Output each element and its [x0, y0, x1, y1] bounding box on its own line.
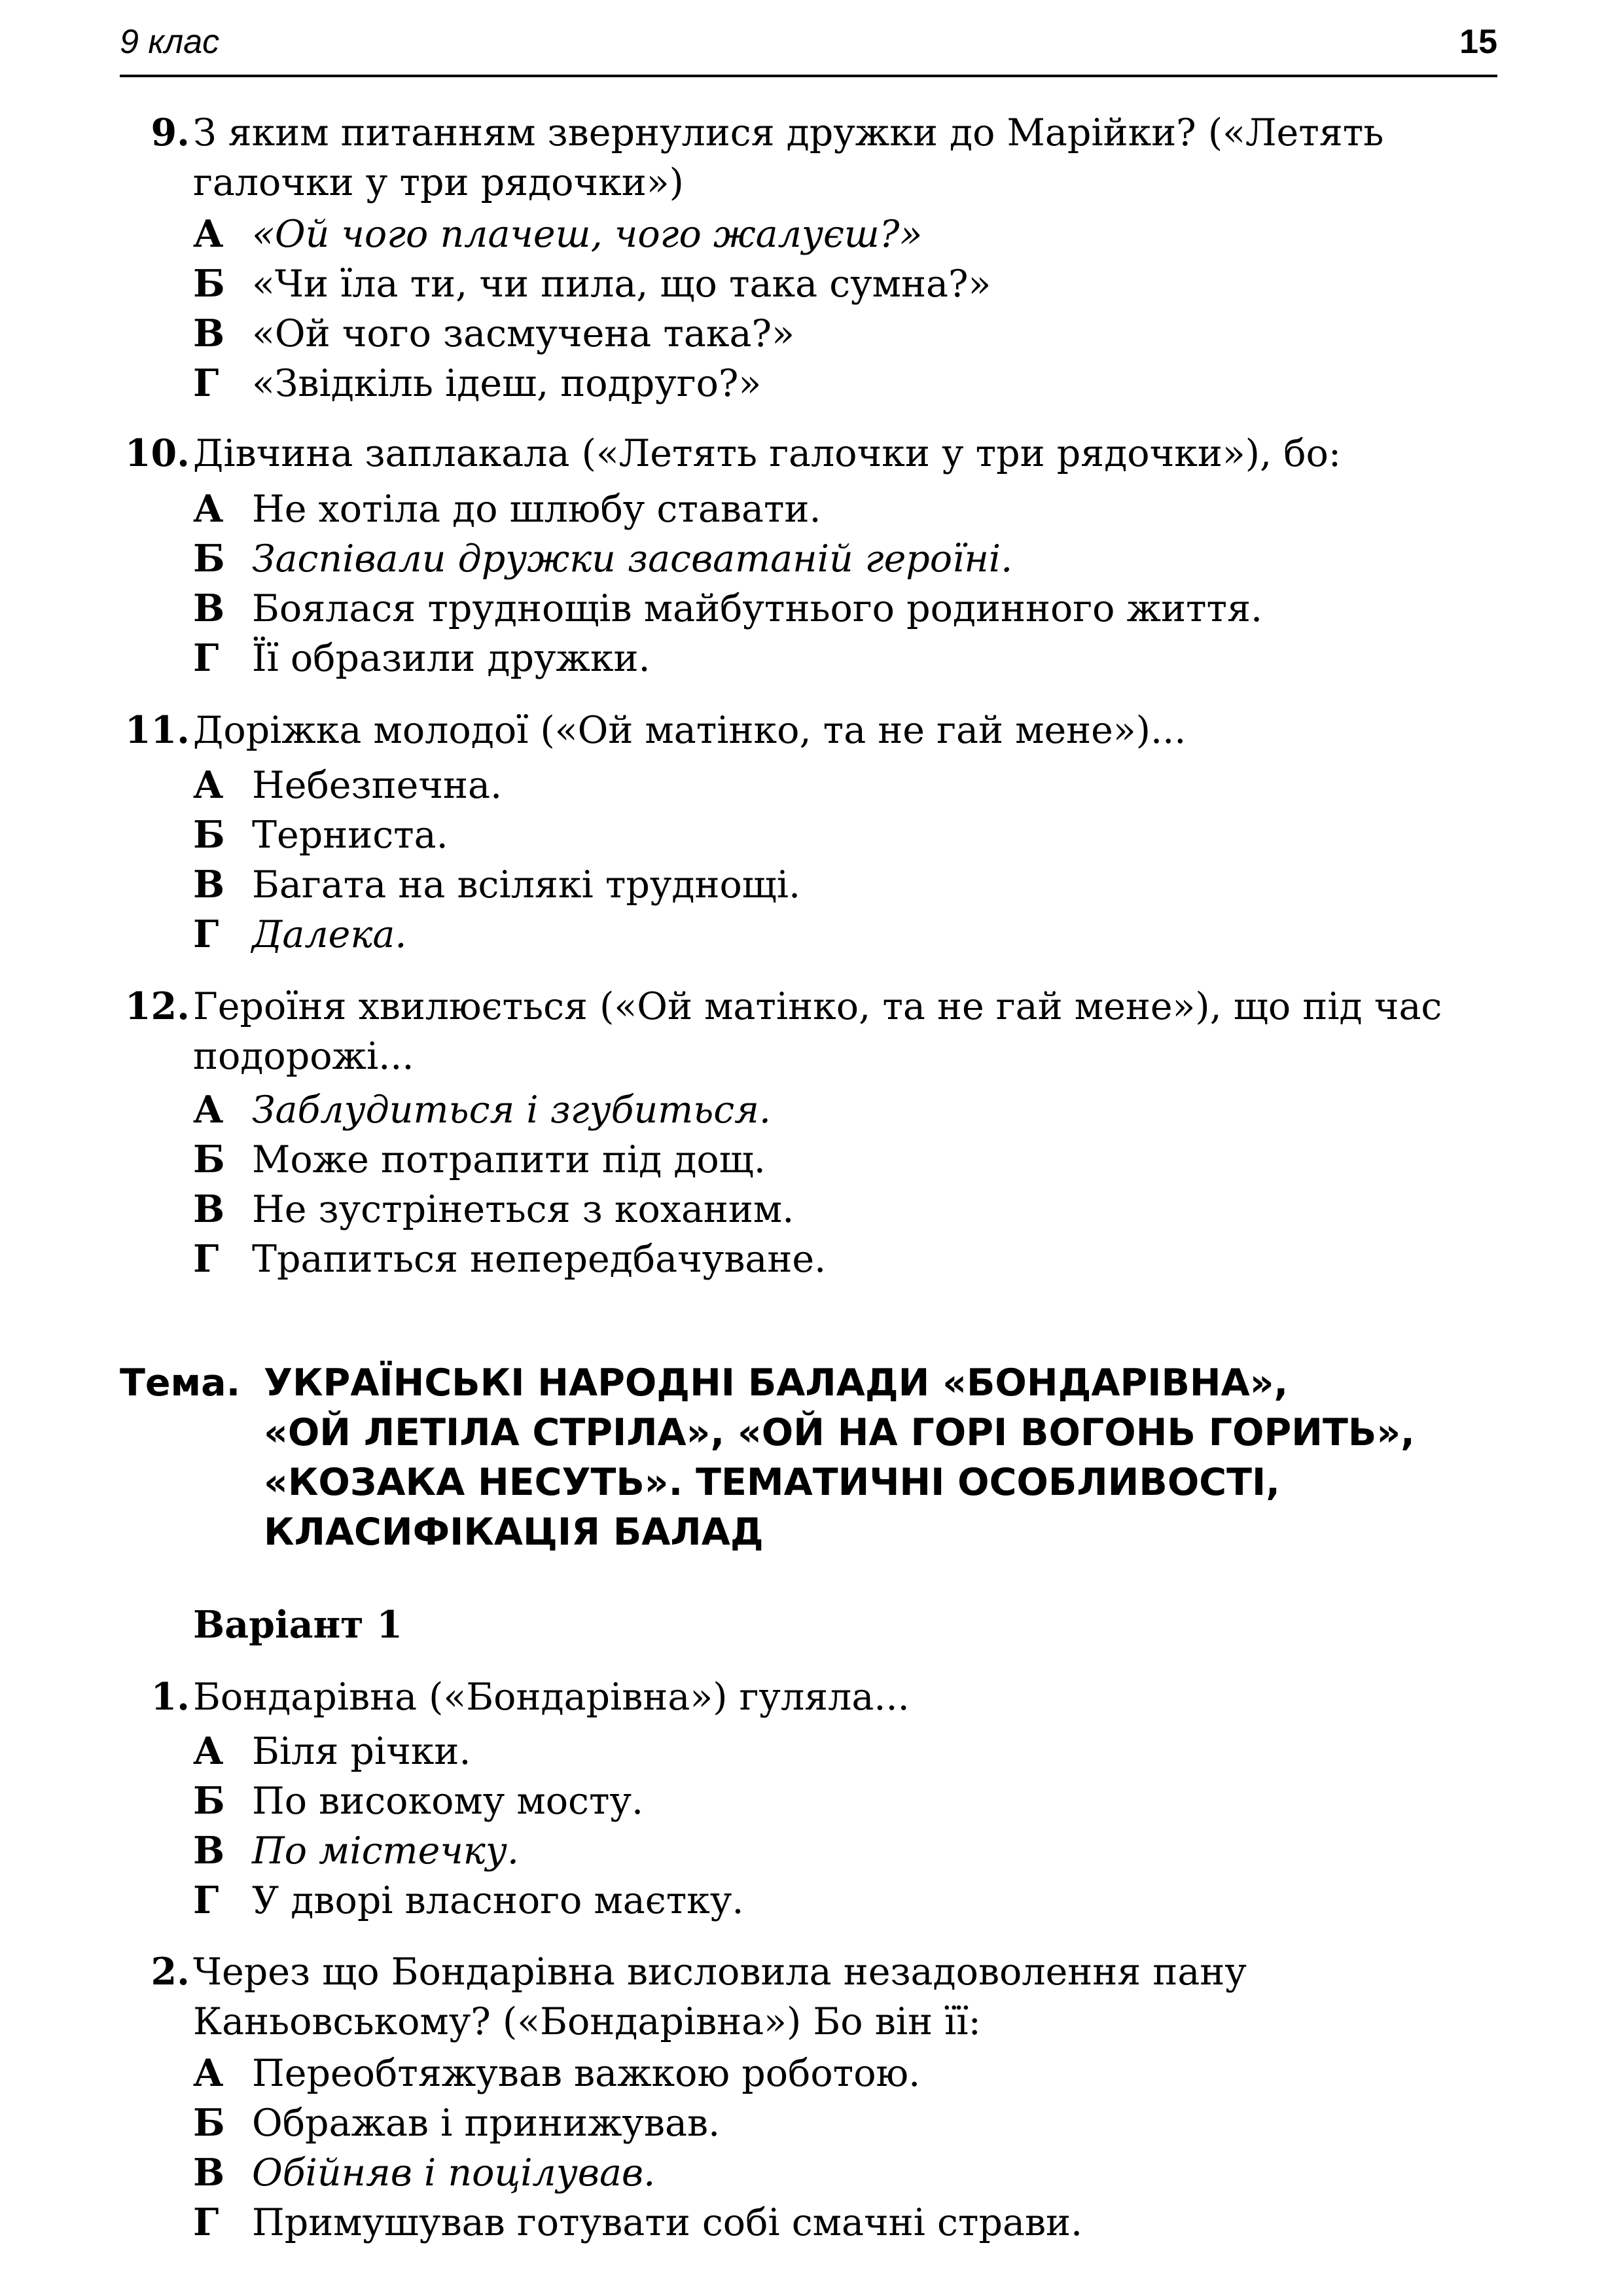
option-letter: В — [193, 586, 225, 630]
question-number: 11. — [124, 708, 190, 752]
option-text: Боялася труднощів майбутнього родинного життя. — [252, 587, 1263, 630]
topic-line: «КОЗАКА НЕСУТЬ». ТЕМАТИЧНІ ОСОБЛИВОСТІ, — [264, 1461, 1280, 1504]
option-letter: А — [193, 763, 224, 807]
option-letter: Б — [193, 537, 225, 581]
option-b — [193, 2098, 720, 2148]
option-text: Далека. — [252, 913, 407, 956]
page-number: 15 — [1459, 23, 1497, 61]
option-letter: А — [193, 212, 224, 256]
option-text: «Ой чого плачеш, чого жалуєш?» — [252, 213, 923, 256]
option-text: Трапиться непередбачуване. — [252, 1238, 827, 1281]
page-header — [120, 18, 1497, 77]
option-text: Не хотіла до шлюбу ставати. — [252, 488, 821, 531]
option-b — [193, 534, 1012, 584]
option-letter: Б — [193, 813, 225, 857]
option-letter: Б — [193, 262, 225, 306]
option-letter: Б — [193, 2101, 225, 2145]
question-number: 9. — [151, 111, 190, 154]
option-text: Небезпечна. — [252, 764, 503, 807]
option-a — [193, 761, 502, 810]
option-a — [193, 484, 821, 534]
option-text: «Ой чого засмучена така?» — [252, 312, 794, 355]
option-letter: Б — [193, 1138, 225, 1181]
option-letter: Г — [193, 1237, 219, 1281]
option-c — [193, 309, 794, 359]
topic-line: «ОЙ ЛЕТІЛА СТРІЛА», «ОЙ НА ГОРІ ВОГОНЬ ГОРИТЬ», — [264, 1411, 1415, 1454]
option-d — [193, 1876, 744, 1926]
option-letter: В — [193, 863, 225, 906]
option-c — [193, 1185, 794, 1234]
option-text: Багата на всілякі труднощі. — [252, 863, 801, 906]
question-text: Доріжка молодої («Ой матінко, та не гай мене»)... — [193, 709, 1186, 752]
option-c — [193, 860, 800, 910]
option-d — [193, 1234, 826, 1284]
option-letter: Г — [193, 2200, 219, 2244]
option-letter: А — [193, 1088, 224, 1132]
option-text: Заспівали дружки засватаній героїні. — [252, 537, 1013, 581]
option-letter: В — [193, 2151, 225, 2195]
option-letter: Г — [193, 912, 219, 956]
option-d — [193, 2198, 1082, 2248]
option-text: Заблудиться і згубиться. — [252, 1088, 772, 1132]
option-d — [193, 634, 651, 683]
option-d — [193, 359, 761, 408]
topic-title — [264, 1358, 1507, 1557]
topic-prefix: Тема. — [120, 1361, 241, 1405]
option-letter: А — [193, 2051, 224, 2095]
option-text: Переобтяжував важкою роботою. — [252, 2052, 921, 2095]
option-a — [193, 1727, 471, 1776]
option-letter: Г — [193, 636, 219, 680]
question-text: Героїня хвилюється («Ой матінко, та не гай мене»), що під час подорожі... — [193, 985, 1442, 1078]
option-text: Терниста. — [252, 814, 448, 857]
option-text: Може потрапити під дощ. — [252, 1138, 766, 1181]
question-text: З яким питанням звернулися дружки до Марійки? («Летять галочки у три рядочки») — [193, 111, 1384, 204]
question-text: Дівчина заплакала («Летять галочки у три рядочки»), бо: — [193, 432, 1342, 475]
option-text: Біля річки. — [252, 1730, 471, 1773]
option-a — [193, 2049, 920, 2098]
option-text: Її образили дружки. — [252, 637, 651, 680]
option-letter: Г — [193, 1878, 219, 1922]
option-letter: Г — [193, 361, 219, 405]
option-letter: В — [193, 312, 225, 355]
option-text: По високому мосту. — [252, 1780, 644, 1823]
option-a — [193, 1085, 771, 1135]
question-number: 12. — [124, 984, 190, 1028]
option-c — [193, 584, 1262, 634]
option-text: По містечку. — [252, 1829, 520, 1873]
question-number: 2. — [151, 1950, 190, 1994]
option-b — [193, 1135, 766, 1185]
question-text: Через що Бондарівна висловила незадоволення пану Каньовському? («Бондарівна») Бо він її: — [193, 1950, 1247, 2043]
question-number: 1. — [151, 1675, 190, 1719]
question-text: Бондарівна («Бондарівна») гуляла... — [193, 1676, 910, 1719]
option-b — [193, 1776, 643, 1826]
option-b — [193, 259, 991, 309]
grade-label: 9 клас — [120, 23, 220, 61]
topic-line: УКРАЇНСЬКІ НАРОДНІ БАЛАДИ «БОНДАРІВНА», — [264, 1361, 1289, 1405]
option-letter: А — [193, 487, 224, 531]
variant-label: Варіант 1 — [193, 1603, 403, 1647]
option-letter: А — [193, 1729, 224, 1773]
question-number: 10. — [124, 431, 190, 475]
option-c — [193, 1826, 519, 1876]
option-a — [193, 209, 922, 259]
option-c — [193, 2148, 655, 2198]
option-text: У дворі власного маєтку. — [252, 1879, 744, 1922]
option-text: Не зустрінеться з коханим. — [252, 1188, 794, 1231]
option-text: Ображав і принижував. — [252, 2102, 721, 2145]
option-letter: В — [193, 1829, 225, 1873]
option-letter: Б — [193, 1779, 225, 1823]
option-text: Обійняв і поцілував. — [252, 2151, 656, 2195]
option-text: «Чи їла ти, чи пила, що така сумна?» — [252, 262, 991, 306]
option-text: «Звідкіль ідеш, подруго?» — [252, 362, 762, 405]
option-b — [193, 810, 448, 860]
option-letter: В — [193, 1187, 225, 1231]
option-d — [193, 910, 407, 960]
topic-line: КЛАСИФІКАЦІЯ БАЛАД — [264, 1511, 764, 1554]
option-text: Примушував готувати собі смачні страви. — [252, 2201, 1083, 2244]
